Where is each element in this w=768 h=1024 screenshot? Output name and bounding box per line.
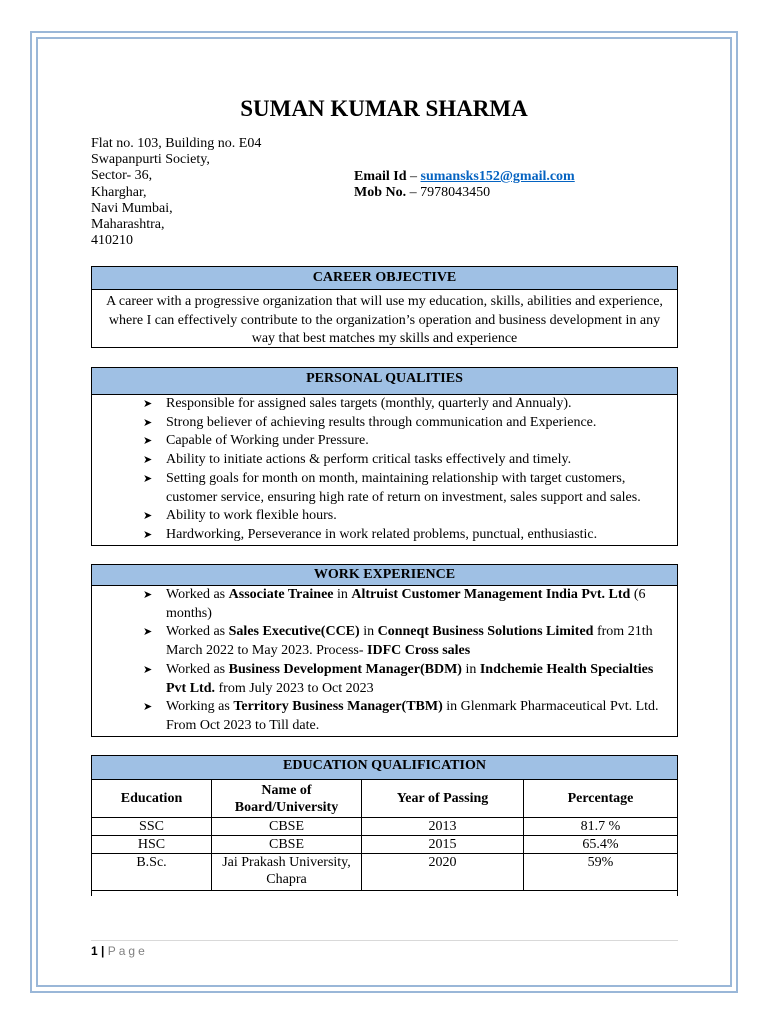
section-title: EDUCATION QUALIFICATION xyxy=(92,756,677,779)
table-row xyxy=(92,854,678,891)
page-number: 1 xyxy=(91,944,98,958)
email-link[interactable]: sumansks152@gmail.com xyxy=(420,169,575,184)
arrow-bullet-icon: ➤ xyxy=(143,589,153,601)
list-item-text: Hardworking, Perseverance in work related problems, punctual, enthusiastic. xyxy=(166,526,598,542)
list-item-text: Strong believer of achieving results through communication and Experience. xyxy=(166,414,597,430)
list-item-text: Ability to work flexible hours. xyxy=(166,508,337,524)
text: (6 months) xyxy=(166,587,646,621)
job-title: Sales Executive(CCE) xyxy=(228,624,360,640)
arrow-bullet-icon: ➤ xyxy=(143,398,153,410)
career-objective-section xyxy=(91,266,678,348)
education-table xyxy=(91,779,678,891)
list-item-text: Ability to initiate actions & perform critical tasks effectively and timely. xyxy=(166,452,572,468)
text: from July 2023 to Oct 2023 xyxy=(215,680,374,696)
table-cell: CBSE xyxy=(212,836,362,854)
arrow-bullet-icon: ➤ xyxy=(143,435,153,448)
company-name: Indchemie Health Specialties Pvt Ltd. xyxy=(166,661,654,696)
work-experience-list xyxy=(92,586,677,736)
table-cell: HSC xyxy=(92,836,212,854)
arrow-bullet-icon: ➤ xyxy=(143,454,153,467)
mobile-line xyxy=(354,185,575,201)
job-title: Associate Trainee xyxy=(228,587,334,602)
process-name: IDFC Cross sales xyxy=(367,643,471,659)
address-block xyxy=(91,136,261,249)
list-item xyxy=(92,432,677,451)
email-separator: – xyxy=(406,169,421,184)
table-row xyxy=(92,836,678,854)
page-label: Page xyxy=(107,944,148,958)
list-item-text: Capable of Working under Pressure. xyxy=(166,433,369,449)
job-title: Business Development Manager(BDM) xyxy=(228,661,462,677)
text: Worked as xyxy=(166,587,229,602)
table-cell: 65.4% xyxy=(524,836,678,854)
arrow-bullet-icon: ➤ xyxy=(143,472,153,485)
arrow-bullet-icon: ➤ xyxy=(143,510,153,523)
company-name: Conneqt Business Solutions Limited xyxy=(377,624,594,640)
section-title: PERSONAL QUALITIES xyxy=(92,368,677,395)
address-line: Swapanpurti Society, xyxy=(91,152,210,168)
text: Worked as xyxy=(166,624,229,640)
text: in xyxy=(333,587,352,602)
list-item xyxy=(92,395,677,414)
table-cell: 81.7 % xyxy=(524,818,678,836)
table-cell: 2020 xyxy=(362,854,524,891)
mobile-label: Mob No. xyxy=(354,185,407,201)
list-item-text: Responsible for assigned sales targets (monthly, quarterly and Annualy). xyxy=(166,396,572,411)
list-item xyxy=(92,526,677,545)
address-line: 410210 xyxy=(91,233,133,249)
column-header: Percentage xyxy=(524,780,678,818)
section-title: CAREER OBJECTIVE xyxy=(92,267,677,290)
text: Working as xyxy=(166,699,234,715)
address-line: Sector- 36, xyxy=(91,168,153,184)
list-item xyxy=(92,586,677,623)
footer-divider xyxy=(91,940,678,941)
table-cell: Jai Prakash University, Chapra xyxy=(212,854,362,891)
mobile-number: 7978043450 xyxy=(420,185,491,201)
column-header: Name of Board/University xyxy=(212,780,362,818)
arrow-bullet-icon: ➤ xyxy=(143,663,153,676)
table-cell: 59% xyxy=(524,854,678,891)
table-row xyxy=(92,818,678,836)
address-line: Kharghar, xyxy=(91,184,147,200)
list-item xyxy=(92,623,677,660)
work-experience-section xyxy=(91,564,678,737)
address-line: Maharashtra, xyxy=(91,217,165,233)
email-label: Email Id xyxy=(354,169,407,184)
list-item xyxy=(92,414,677,433)
table-header-row xyxy=(92,780,678,818)
text: in xyxy=(461,661,480,677)
arrow-bullet-icon: ➤ xyxy=(143,416,153,429)
table-cell: B.Sc. xyxy=(92,854,212,891)
column-header: Year of Passing xyxy=(362,780,524,818)
text: in xyxy=(359,624,378,640)
career-objective-text: A career with a progressive organization that will use my education, skills, abilities and experience, where I can effectively contribute to the organization’s operation and business development in any way that best matches my skills and experience xyxy=(106,294,663,347)
table-cell: CBSE xyxy=(212,818,362,836)
list-item xyxy=(92,507,677,526)
education-section xyxy=(91,755,678,896)
text: from 21th March 2022 to May 2023. Process- xyxy=(166,624,653,659)
email-line xyxy=(354,169,575,185)
contact-block xyxy=(354,169,575,201)
list-item xyxy=(92,470,677,507)
job-title: Territory Business Manager(TBM) xyxy=(233,699,443,715)
list-item xyxy=(92,451,677,470)
table-cell: 2013 xyxy=(362,818,524,836)
list-item-text: Setting goals for month on month, maintaining relationship with target customers, customer service, ensuring high rate of return on investment, sales support and sales. xyxy=(166,470,641,505)
footer-separator: | xyxy=(97,944,108,958)
arrow-bullet-icon: ➤ xyxy=(143,528,153,541)
arrow-bullet-icon: ➤ xyxy=(143,701,153,714)
candidate-name: SUMAN KUMAR SHARMA xyxy=(240,96,528,121)
page-footer xyxy=(91,944,148,958)
personal-qualities-list xyxy=(92,395,677,545)
column-header: Education xyxy=(92,780,212,818)
address-line: Navi Mumbai, xyxy=(91,200,173,216)
list-item xyxy=(92,661,677,698)
arrow-bullet-icon: ➤ xyxy=(143,626,153,639)
address-line: Flat no. 103, Building no. E04 xyxy=(91,136,262,151)
table-cell: SSC xyxy=(92,818,212,836)
list-item xyxy=(92,698,677,735)
text: Worked as xyxy=(166,661,229,677)
table-cell: 2015 xyxy=(362,836,524,854)
text: in Glenmark Pharmaceutical Pvt. Ltd. From Oct 2023 to Till date. xyxy=(166,699,659,733)
mobile-separator: – xyxy=(406,185,421,201)
company-name: Altruist Customer Management India Pvt. Ltd xyxy=(351,587,631,602)
section-title: WORK EXPERIENCE xyxy=(92,565,677,586)
personal-qualities-section xyxy=(91,367,678,546)
